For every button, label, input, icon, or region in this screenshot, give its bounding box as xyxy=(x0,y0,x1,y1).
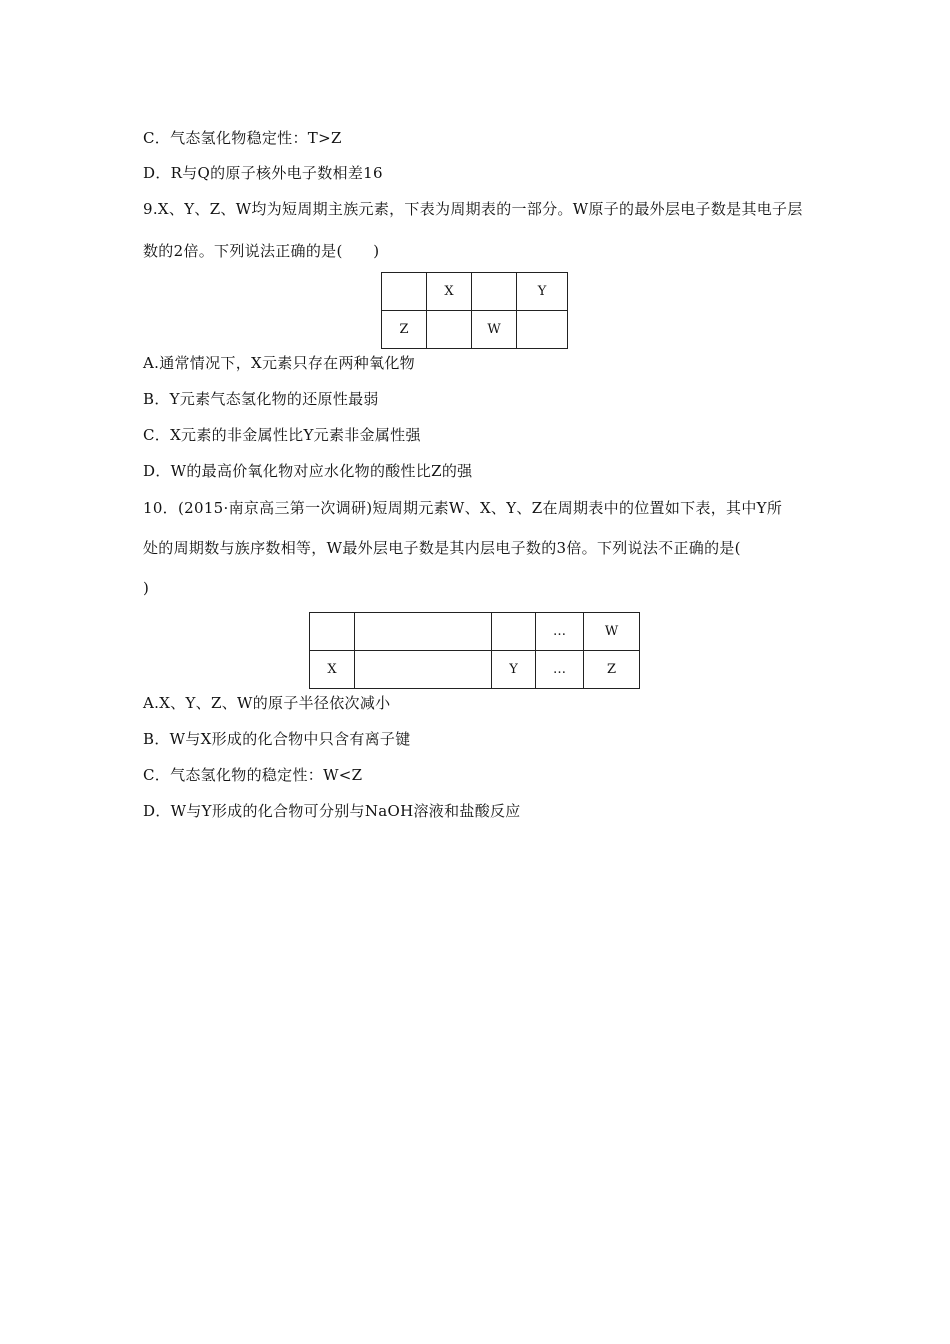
q9-option-c: C．X元素的非金属性比Y元素非金属性强 xyxy=(143,426,421,444)
table-cell: W xyxy=(584,613,640,651)
q8-option-d: D．R与Q的原子核外电子数相差16 xyxy=(143,164,383,182)
table-row xyxy=(310,651,640,689)
table-cell: Z xyxy=(382,311,427,349)
q10-stem-line-2: 处的周期数与族序数相等，W最外层电子数是其内层电子数的3倍。下列说法不正确的是( xyxy=(143,539,741,557)
q9-option-d: D．W的最高价氧化物对应水化物的酸性比Z的强 xyxy=(143,462,473,480)
table-row xyxy=(382,273,568,311)
q10-stem-line-3: ) xyxy=(143,579,150,597)
table-cell xyxy=(382,273,427,311)
q10-stem-line-1: 10．(2015·南京高三第一次调研)短周期元素W、X、Y、Z在周期表中的位置如下表，其中Y所 xyxy=(143,499,783,517)
q9-stem-line-1: 9.X、Y、Z、W均为短周期主族元素，下表为周期表的一部分。W原子的最外层电子数是其电子层 xyxy=(143,200,803,218)
table-cell: Z xyxy=(584,651,640,689)
table-cell: Y xyxy=(492,651,536,689)
table-cell xyxy=(310,613,355,651)
q8-option-c: C．气态氢化物稳定性：T>Z xyxy=(143,129,342,147)
table-cell xyxy=(472,273,517,311)
table-cell xyxy=(427,311,472,349)
q9-option-a: A.通常情况下，X元素只存在两种氧化物 xyxy=(143,354,415,372)
table-row xyxy=(310,613,640,651)
q10-option-c: C．气态氢化物的稳定性：W<Z xyxy=(143,766,363,784)
table-cell xyxy=(355,651,492,689)
table-cell xyxy=(355,613,492,651)
q10-periodic-table xyxy=(309,612,640,689)
table-cell: X xyxy=(427,273,472,311)
q10-option-d: D．W与Y形成的化合物可分别与NaOH溶液和盐酸反应 xyxy=(143,802,521,820)
table-cell: … xyxy=(536,613,584,651)
q9-stem-line-2: 数的2倍。下列说法正确的是( ) xyxy=(143,242,380,260)
table-row xyxy=(382,311,568,349)
table-cell xyxy=(492,613,536,651)
q9-option-b: B．Y元素气态氢化物的还原性最弱 xyxy=(143,390,379,408)
table-cell xyxy=(517,311,568,349)
q10-option-a: A.X、Y、Z、W的原子半径依次减小 xyxy=(143,694,391,712)
table-cell: Y xyxy=(517,273,568,311)
q9-periodic-table xyxy=(381,272,568,349)
q10-option-b: B．W与X形成的化合物中只含有离子键 xyxy=(143,730,411,748)
table-cell: … xyxy=(536,651,584,689)
table-cell: W xyxy=(472,311,517,349)
table-cell: X xyxy=(310,651,355,689)
